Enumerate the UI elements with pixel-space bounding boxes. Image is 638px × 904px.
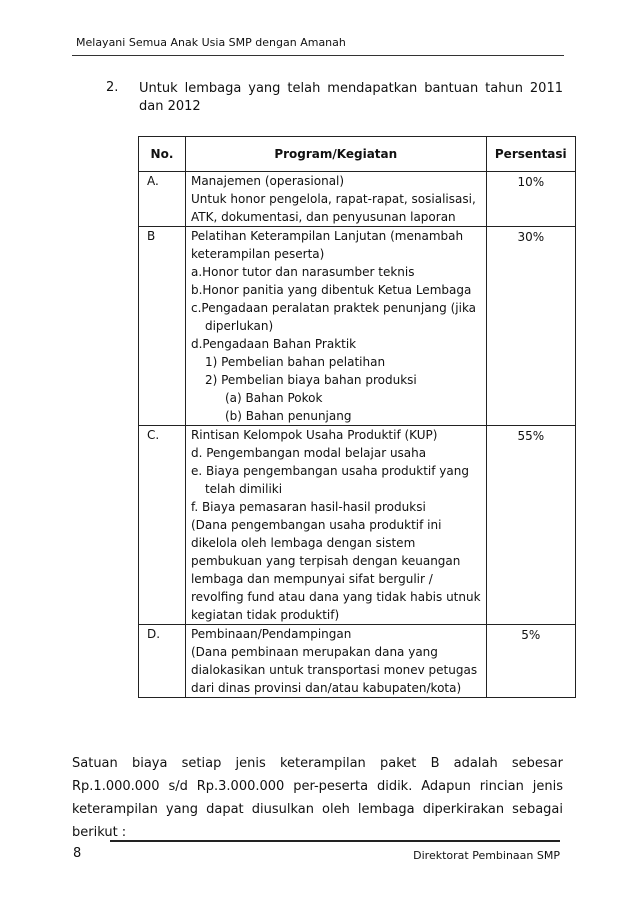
program-line: 2) Pembelian biaya bahan produksi <box>204 373 417 387</box>
program-line: a.Honor tutor dan narasumber teknis <box>190 265 415 279</box>
body-paragraph: Satuan biaya setiap jenis keterampilan paket B adalah sebesar Rp.1.000.000 s/d Rp.3.000.000 per-peserta didik. Adapun rincian jenis keterampilan yang dapat diusulkan oleh lembaga diperkirakan sebagai berikut : <box>72 756 563 840</box>
program-line: ATK, dokumentasi, dan penyusunan laporan <box>190 210 456 224</box>
program-line: dikelola oleh lembaga dengan sistem <box>190 536 416 550</box>
program-line: (a) Bahan Pokok <box>224 391 323 405</box>
row-no: A. <box>139 172 186 227</box>
table-header-row <box>139 137 576 172</box>
table-row <box>139 625 576 698</box>
program-line: f. Biaya pemasaran hasil-hasil produksi <box>190 500 426 514</box>
program-title: Rintisan Kelompok Usaha Produktif (KUP) <box>190 428 438 442</box>
program-line: revolfing fund atau dana yang tidak habis utnuk <box>190 590 481 604</box>
program-line: d. Pengembangan modal belajar usaha <box>190 446 427 460</box>
program-line: telah dimiliki <box>204 482 283 496</box>
program-line: 1) Pembelian bahan pelatihan <box>204 355 386 369</box>
header-rule <box>72 55 564 56</box>
list-item-text: Untuk lembaga yang telah mendapatkan bantuan tahun 2011 dan 2012 <box>139 81 563 114</box>
program-line: e. Biaya pengembangan usaha produktif yang <box>190 464 469 478</box>
program-title: Pembinaan/Pendampingan <box>190 627 352 641</box>
row-percent: 10% <box>486 172 575 227</box>
header-percent: Persentasi <box>486 137 575 172</box>
program-line: pembukuan yang terpisah dengan keuangan <box>190 554 461 568</box>
program-line: Untuk honor pengelola, rapat-rapat, sosialisasi, <box>190 192 476 206</box>
program-line: (Dana pengembangan usaha produktif ini <box>190 518 442 532</box>
table-row <box>139 227 576 426</box>
program-title: Pelatihan Keterampilan Lanjutan (menambah <box>190 229 464 243</box>
program-line: keterampilan peserta) <box>190 247 325 261</box>
program-line: b.Honor panitia yang dibentuk Ketua Lembaga <box>190 283 472 297</box>
program-line: c.Pengadaan peralatan praktek penunjang (jika <box>190 301 477 315</box>
row-program <box>185 625 486 698</box>
program-line: kegiatan tidak produktif) <box>190 608 340 622</box>
page-number: 8 <box>73 846 82 861</box>
program-title: Manajemen (operasional) <box>190 174 345 188</box>
program-line: d.Pengadaan Bahan Praktik <box>190 337 357 351</box>
row-no: D. <box>139 625 186 698</box>
running-header: Melayani Semua Anak Usia SMP dengan Amanah <box>76 36 346 49</box>
program-line: (b) Bahan penunjang <box>224 409 352 423</box>
row-program <box>185 426 486 625</box>
row-percent: 5% <box>486 625 575 698</box>
row-program <box>185 172 486 227</box>
row-percent: 55% <box>486 426 575 625</box>
row-no: C. <box>139 426 186 625</box>
program-line: lembaga dan mempunyai sifat bergulir / <box>190 572 433 586</box>
program-line: (Dana pembinaan merupakan dana yang <box>190 645 438 659</box>
row-program <box>185 227 486 426</box>
list-item-number: 2. <box>106 80 119 95</box>
program-line: dialokasikan untuk transportasi monev petugas <box>190 663 478 677</box>
program-table <box>138 136 576 698</box>
row-percent: 30% <box>486 227 575 426</box>
header-no: No. <box>139 137 186 172</box>
header-program: Program/Kegiatan <box>185 137 486 172</box>
footer-rule <box>110 840 560 842</box>
table-row <box>139 172 576 227</box>
program-line: diperlukan) <box>204 319 274 333</box>
footer-text: Direktorat Pembinaan SMP <box>413 849 560 862</box>
table-row <box>139 426 576 625</box>
program-line: dari dinas provinsi dan/atau kabupaten/kota) <box>190 681 462 695</box>
row-no: B <box>139 227 186 426</box>
